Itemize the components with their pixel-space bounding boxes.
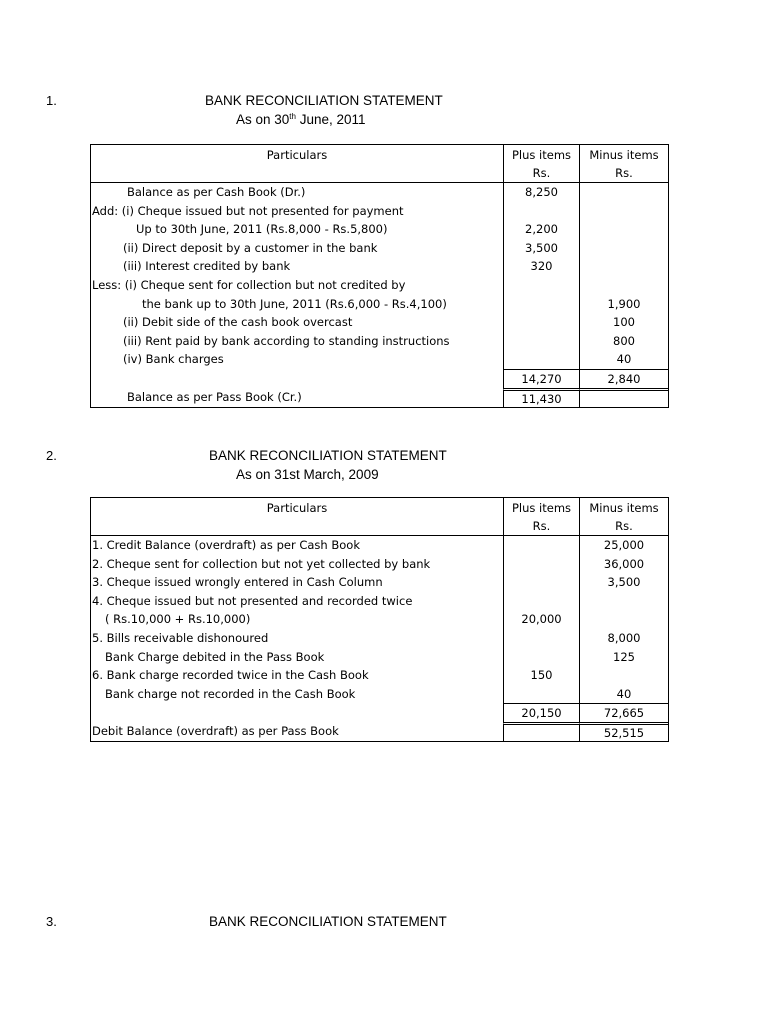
minus-value — [580, 666, 668, 685]
final-balance-row — [91, 722, 668, 741]
table-row: (ii) Debit side of the cash book overcast — [123, 315, 353, 330]
table-row: the bank up to 30th June, 2011 (Rs.6,000 - Rs.4,100) — [142, 296, 447, 311]
header-minus-items: Minus items Rs. — [579, 145, 668, 182]
table-header — [91, 145, 668, 183]
table-row: 5. Bills receivable dishonoured — [92, 630, 269, 645]
statement-2-number: 2. — [46, 448, 57, 463]
final-minus: 52,515 — [579, 722, 668, 741]
plus-value — [504, 555, 579, 574]
minus-value: 40 — [616, 686, 632, 701]
final-plus — [503, 722, 579, 741]
table-row: Up to 30th June, 2011 (Rs.8,000 - Rs.5,800) — [136, 222, 388, 237]
minus-column — [579, 183, 668, 369]
final-balance-row — [91, 388, 668, 407]
plus-column — [503, 536, 579, 703]
plus-value — [504, 276, 579, 295]
plus-column — [503, 183, 579, 369]
plus-value: 150 — [530, 668, 553, 683]
total-minus: 2,840 — [579, 369, 668, 388]
statement-3-number: 3. — [46, 914, 57, 929]
statement-2-table — [90, 497, 669, 742]
plus-value — [504, 313, 579, 332]
total-plus: 20,150 — [503, 703, 579, 722]
plus-value — [504, 202, 579, 221]
final-balance-label: Balance as per Pass Book (Cr.) — [127, 389, 302, 404]
table-row: Less: (i) Cheque sent for collection but not credited by — [92, 277, 406, 292]
minus-value — [580, 183, 668, 202]
table-row: Bank Charge debited in the Pass Book — [105, 649, 325, 664]
table-body — [91, 536, 668, 703]
table-row: 2. Cheque sent for collection but not yet collected by bank — [92, 556, 431, 571]
plus-value: 20,000 — [521, 612, 562, 627]
plus-value — [504, 350, 579, 369]
header-minus-items: Minus items Rs. — [579, 498, 668, 535]
statement-2-date: As on 31st March, 2009 — [236, 467, 379, 482]
statement-2-title: BANK RECONCILIATION STATEMENT — [209, 448, 447, 463]
table-row: (ii) Direct deposit by a customer in the bank — [123, 240, 378, 255]
plus-value: 2,200 — [525, 222, 558, 237]
plus-value — [504, 573, 579, 592]
total-minus: 72,665 — [579, 703, 668, 722]
minus-value: 8,000 — [607, 630, 641, 645]
plus-value: 320 — [530, 259, 553, 274]
plus-value — [504, 629, 579, 648]
minus-value — [580, 239, 668, 258]
table-row: (iv) Bank charges — [123, 352, 224, 367]
table-body — [91, 183, 668, 369]
table-row: 6. Bank charge recorded twice in the Cash Book — [92, 668, 369, 683]
table-row: Add: (i) Cheque issued but not presented for payment — [92, 203, 404, 218]
minus-value: 800 — [613, 333, 635, 348]
plus-value — [504, 295, 579, 314]
minus-column — [579, 536, 668, 703]
plus-value — [504, 332, 579, 351]
table-row: 1. Credit Balance (overdraft) as per Cash Book — [92, 538, 360, 552]
statement-1-number: 1. — [46, 93, 57, 108]
plus-value: 3,500 — [525, 240, 558, 255]
statement-1-date: As on 30th June, 2011 — [236, 112, 366, 127]
table-row: 4. Cheque issued but not presented and recorded twice — [92, 593, 413, 608]
minus-value — [580, 257, 668, 276]
header-plus-items: Plus items Rs. — [503, 498, 579, 535]
minus-value: 36,000 — [603, 556, 645, 571]
minus-value: 100 — [613, 315, 635, 330]
table-header — [91, 498, 668, 536]
table-row: (iii) Interest credited by bank — [123, 259, 291, 274]
minus-value: 3,500 — [607, 575, 641, 590]
minus-value — [580, 220, 668, 239]
table-row: ( Rs.10,000 + Rs.10,000) — [105, 612, 251, 627]
plus-value — [504, 536, 579, 555]
statement-3-title: BANK RECONCILIATION STATEMENT — [209, 914, 447, 929]
final-minus — [579, 388, 668, 407]
minus-value — [580, 610, 668, 629]
header-particulars: Particulars — [266, 148, 328, 162]
minus-value: 40 — [616, 352, 632, 367]
plus-value — [504, 685, 579, 704]
plus-value — [504, 592, 579, 611]
minus-value: 1,900 — [607, 296, 641, 311]
table-row: 3. Cheque issued wrongly entered in Cash Column — [92, 575, 383, 590]
statement-1-table — [90, 144, 669, 408]
totals-row — [91, 703, 668, 722]
final-plus: 11,430 — [503, 388, 579, 407]
minus-value — [580, 276, 668, 295]
minus-value — [580, 202, 668, 221]
totals-row — [91, 369, 668, 388]
plus-value — [504, 648, 579, 667]
statement-1-title: BANK RECONCILIATION STATEMENT — [205, 93, 443, 108]
minus-value: 25,000 — [603, 538, 645, 552]
header-particulars: Particulars — [266, 501, 328, 515]
minus-value: 125 — [613, 649, 635, 664]
table-row: Bank charge not recorded in the Cash Book — [105, 686, 356, 701]
header-plus-items: Plus items Rs. — [503, 145, 579, 182]
total-plus: 14,270 — [503, 369, 579, 388]
table-row: Balance as per Cash Book (Dr.) — [127, 185, 306, 199]
final-balance-label: Debit Balance (overdraft) as per Pass Book — [92, 724, 339, 739]
plus-value: 8,250 — [525, 185, 558, 199]
table-row: (iii) Rent paid by bank according to standing instructions — [123, 333, 450, 348]
minus-value — [580, 592, 668, 611]
